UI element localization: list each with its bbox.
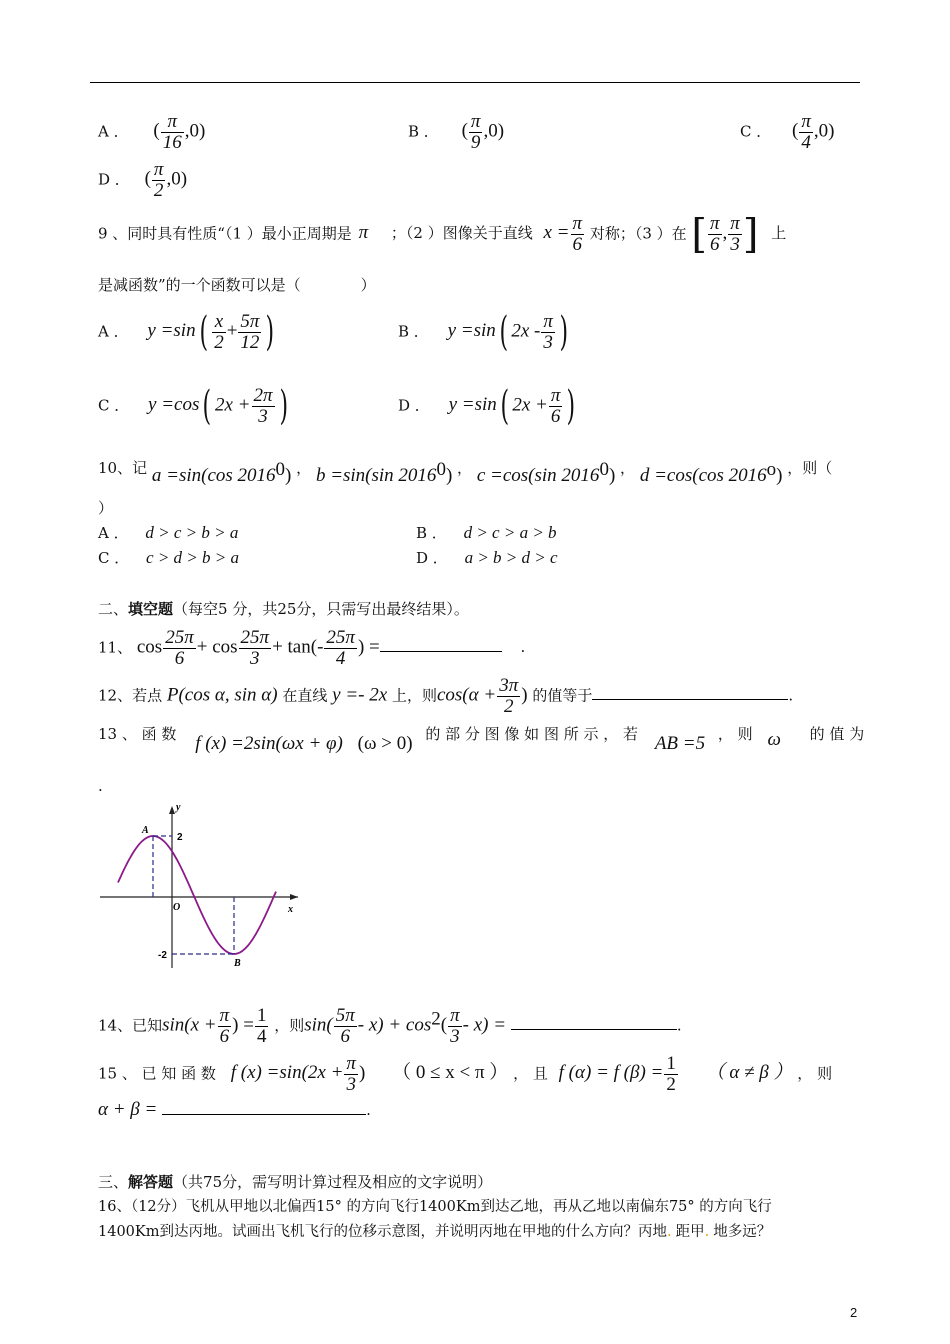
- sup: 0: [599, 459, 609, 480]
- frac-num: π: [470, 111, 481, 132]
- frac-num: 1: [666, 1053, 676, 1074]
- frac-den: 3: [346, 1073, 356, 1095]
- option-expr: y =sin: [447, 320, 496, 342]
- answer-blank[interactable]: [380, 637, 502, 652]
- q14-expr: - x) + cos: [357, 1014, 432, 1036]
- option-label: C ．: [740, 122, 772, 141]
- paren: ): [285, 465, 292, 486]
- frac-num: 3π: [499, 675, 519, 696]
- q13-text: 的 部 分 图 像 如 图 所 示 ， 若: [425, 725, 639, 743]
- orange-dot: .: [666, 1224, 672, 1240]
- label-b: B: [234, 958, 241, 969]
- q8-option-b: [408, 112, 504, 153]
- frac-den: 6: [174, 647, 185, 669]
- period: .: [366, 1101, 371, 1119]
- x-axis-arrow: [290, 894, 298, 900]
- q14-given: sin(x +: [162, 1014, 217, 1036]
- option-expr: d > c > a > b: [463, 523, 557, 542]
- option-label: A ．: [98, 524, 129, 542]
- q14: [98, 1006, 682, 1047]
- comma: ，: [620, 459, 636, 477]
- option-label: B ．: [398, 322, 429, 341]
- frac-num: π: [450, 1005, 460, 1026]
- q11-tan: + tan(-: [272, 636, 324, 658]
- comma: ，: [296, 459, 312, 477]
- paren: (: [792, 120, 799, 142]
- q13-func: f (x) =2sin(ωx + φ): [195, 733, 343, 754]
- frac-num: π: [219, 1005, 230, 1026]
- y-axis-arrow: [169, 806, 175, 814]
- frac-den: 4: [256, 1025, 267, 1047]
- q12-cos: cos(α +: [436, 684, 497, 706]
- q13: [98, 724, 865, 754]
- frac-den: 9: [470, 131, 481, 153]
- q9-x-eq: x =: [543, 222, 570, 244]
- q15-prefix: 15 、 已 知 函 数: [98, 1064, 216, 1083]
- q10-stem: [98, 452, 833, 486]
- q10-option-d: [416, 548, 558, 568]
- answer-blank[interactable]: [162, 1100, 366, 1115]
- q12: [98, 676, 793, 717]
- frac-den: 6: [340, 1025, 350, 1047]
- option-expr: y =sin: [147, 320, 196, 342]
- frac-num: 1: [256, 1005, 267, 1026]
- section-title: 解答题: [128, 1173, 174, 1191]
- option-label: D ．: [98, 170, 130, 189]
- q9-text: ；（2 ）图像关于直线: [390, 224, 533, 243]
- q15-eq: f (α) = f (β) =: [558, 1062, 664, 1084]
- fraction: [799, 112, 813, 153]
- q9-stem-line1: 9 、同时具有性质“（1 ）最小正周期是 π ；（2 ）图像关于直线 x = $\frac{\pi}{6}$ 对称；（3 ）在 [ $\frac{\pi}{6}$ , $\frac{\pi}{3}$ ] 上: [98, 211, 787, 258]
- q10-d-expr: d =cos(cos 2016: [639, 465, 767, 486]
- frac-num: 5π: [335, 1005, 355, 1026]
- frac-num: π: [161, 112, 184, 133]
- q9-text: 上: [771, 224, 787, 243]
- option-label: D ．: [416, 549, 448, 567]
- paren: ): [776, 465, 783, 486]
- q14-expr: sin(: [304, 1014, 333, 1036]
- frac-num: π: [801, 111, 811, 132]
- paren: (: [153, 120, 160, 142]
- frac-num: 25π: [165, 627, 194, 648]
- section2-heading: [98, 599, 469, 619]
- paren: ): [608, 465, 616, 486]
- q15: [98, 1054, 832, 1095]
- q13-cond: (ω > 0): [357, 733, 413, 754]
- tick-2: 2: [177, 832, 183, 843]
- paren: ): [445, 465, 453, 486]
- frac-den: 4: [801, 131, 811, 153]
- q10-c-expr: c =cos(sin 2016: [476, 465, 600, 486]
- q10-option-c: [98, 548, 239, 568]
- option-expr: y =cos: [148, 394, 200, 416]
- frac-num: π: [153, 159, 164, 180]
- paren: ): [358, 1062, 366, 1084]
- fraction: [152, 160, 166, 201]
- q11-cos: + cos: [196, 636, 238, 658]
- fraction: $\frac{\pi}{6}$: [710, 213, 720, 255]
- comma: ，: [457, 459, 473, 477]
- q16-text: 距甲: [675, 1224, 705, 1240]
- q13-ab: AB =5: [654, 733, 706, 754]
- q15-suffix: ， 则: [797, 1064, 833, 1083]
- q13-omega: ω: [767, 729, 781, 750]
- option-expr: a > b > d > c: [464, 548, 558, 567]
- q15-cond: （ α ≠ β ）: [705, 1062, 793, 1084]
- paren: (: [461, 120, 468, 142]
- q13-prefix: 13 、 函 数: [98, 725, 177, 743]
- option-expr: y =sin: [448, 394, 497, 416]
- sup: 0: [275, 459, 286, 480]
- sine-graph: [100, 800, 310, 972]
- label-x: x: [288, 904, 293, 915]
- q9-text: 9 、同时具有性质“（1 ）最小正周期是: [98, 224, 352, 243]
- q8-option-d: [98, 160, 187, 201]
- q14-prefix: 14、已知: [98, 1016, 163, 1035]
- q9-option-a: A ． y =sin( $\frac{x}{2}$ + $\frac{5\pi}{12}$ ): [98, 309, 275, 356]
- fraction: [469, 112, 483, 153]
- section-title: 填空题: [128, 600, 174, 618]
- q10-option-b: [416, 523, 557, 543]
- tick-neg2: -2: [158, 950, 167, 961]
- q16-text: 地多远？: [713, 1224, 772, 1240]
- section-num: 二、: [98, 600, 129, 618]
- frac-den: 2: [666, 1073, 676, 1095]
- point-tail: ,0): [166, 168, 188, 190]
- q11-eq: ) =: [357, 636, 380, 658]
- period: .: [676, 1016, 682, 1035]
- q13-dot: .: [98, 777, 103, 795]
- point-tail: ,0): [483, 120, 505, 142]
- q13-text: ， 则: [717, 725, 753, 743]
- page-number: 2: [850, 1305, 858, 1320]
- q15-answer: [98, 1100, 371, 1120]
- paren: (: [440, 1014, 448, 1036]
- q14-expr: - x) =: [462, 1014, 507, 1036]
- sup: o: [766, 459, 777, 480]
- fraction: [161, 112, 184, 153]
- sup: 2: [431, 1008, 441, 1030]
- sup: 0: [436, 459, 446, 480]
- section-num: 三、: [98, 1173, 129, 1191]
- q10-prefix: 10、记: [98, 459, 148, 477]
- frac-den: 4: [335, 647, 346, 669]
- frac-den: 16: [162, 131, 182, 153]
- section-note: （共75分，需写明计算过程及相应的文字说明）: [173, 1173, 493, 1191]
- frac-den: 2: [503, 695, 514, 717]
- q16-text: 1400Km到达丙地。试画出飞机飞行的位移示意图，并说明丙地在甲地的什么方向？丙地: [98, 1224, 667, 1240]
- q9-option-d: D ． y =sin( 2x + $\frac{\pi}{6}$ ): [398, 383, 576, 430]
- label-y: y: [176, 802, 181, 813]
- q15-domain: （ 0 ≤ x < π ）: [392, 1062, 509, 1084]
- q10-option-a: [98, 523, 238, 543]
- q10-a-expr: a =sin(cos 2016: [151, 465, 276, 486]
- frac-num: 25π: [240, 627, 270, 648]
- frac-den: 3: [250, 647, 260, 669]
- q14-eq: ) =: [232, 1014, 254, 1036]
- q12-line-eq: y =- 2x: [332, 684, 388, 706]
- q9-option-b: B ． y =sin( 2x - $\frac{\pi}{3}$ ): [398, 309, 569, 356]
- q11-prefix: 11、: [98, 638, 133, 657]
- option-label: C ．: [98, 549, 130, 567]
- q9-option-c: C ． y =cos( 2x + $\frac{2\pi}{3}$ ): [98, 383, 288, 430]
- frac-num: 25π: [326, 627, 355, 648]
- pi-symbol: π: [358, 222, 369, 244]
- option-expr: c > d > b > a: [146, 548, 239, 567]
- fraction: $\frac{\pi}{6}$: [572, 213, 583, 255]
- q10-close: ）: [98, 499, 114, 517]
- frac-num: π: [730, 213, 740, 234]
- frac-num: π: [572, 213, 583, 234]
- q9-text: 对称；（3 ）在: [589, 224, 687, 243]
- orange-dot: .: [704, 1224, 710, 1240]
- label-origin: O: [173, 902, 181, 913]
- period: .: [520, 638, 526, 657]
- point-tail: ,0): [813, 120, 835, 142]
- q15-func: f (x) =sin(2x +: [230, 1062, 344, 1084]
- frac-num: π: [346, 1053, 356, 1074]
- period: .: [788, 686, 794, 705]
- q12-prefix: 12、若点: [98, 686, 163, 705]
- q15-sum: α + β =: [98, 1099, 158, 1120]
- frac-den: 6: [219, 1025, 230, 1047]
- point-tail: ,0): [184, 120, 206, 142]
- frac-den: 3: [450, 1025, 460, 1047]
- section-note: （每空5 分，共25分，只需写出最终结果）。: [173, 600, 469, 618]
- header-rule: [90, 82, 860, 83]
- q8-option-a: [98, 112, 205, 153]
- q11: [98, 628, 525, 669]
- label-a: A: [142, 825, 149, 836]
- q10-suffix: ，则（: [787, 459, 833, 477]
- q12-point: P(cos α, sin α): [166, 684, 278, 706]
- paren: ): [521, 684, 528, 706]
- q12-suffix: 的值等于: [532, 686, 593, 705]
- q8-option-c: [740, 112, 834, 153]
- q10-b-expr: b =sin(sin 2016: [315, 465, 437, 486]
- paren: (: [144, 168, 151, 190]
- q14-text: ，则: [274, 1016, 305, 1035]
- option-label: A ．: [98, 322, 129, 341]
- q15-text: ， 且: [513, 1064, 548, 1083]
- q12-text: 在直线: [282, 686, 328, 705]
- frac-num: π: [710, 213, 720, 234]
- option-label: C ．: [98, 396, 130, 415]
- q13-suffix: 的 值 为: [809, 725, 865, 743]
- q9-stem-line2: 是减函数”的一个函数可以是（ ）: [98, 276, 376, 294]
- fraction: $\frac{\pi}{3}$: [730, 213, 740, 255]
- section3-heading: [98, 1172, 492, 1192]
- option-label: A ．: [98, 122, 129, 141]
- option-expr: d > c > b > a: [145, 523, 239, 542]
- option-label: D ．: [398, 396, 430, 415]
- q16-line1: 16、（12分）飞机从甲地以北偏西15° 的方向飞行1400Km到达乙地，再从乙地以南偏东75° 的方向飞行: [98, 1199, 772, 1215]
- answer-blank[interactable]: [592, 685, 788, 700]
- q12-text: 上，则: [391, 686, 437, 705]
- bracket: [: [691, 211, 708, 258]
- answer-blank[interactable]: [511, 1015, 677, 1030]
- bracket: ]: [742, 211, 759, 258]
- option-label: B ．: [408, 122, 439, 141]
- frac-den: 2: [153, 179, 164, 201]
- option-label: B ．: [416, 524, 447, 542]
- q11-cos: cos: [136, 636, 163, 658]
- sine-curve: [118, 836, 276, 954]
- q16-line2: [98, 1222, 771, 1242]
